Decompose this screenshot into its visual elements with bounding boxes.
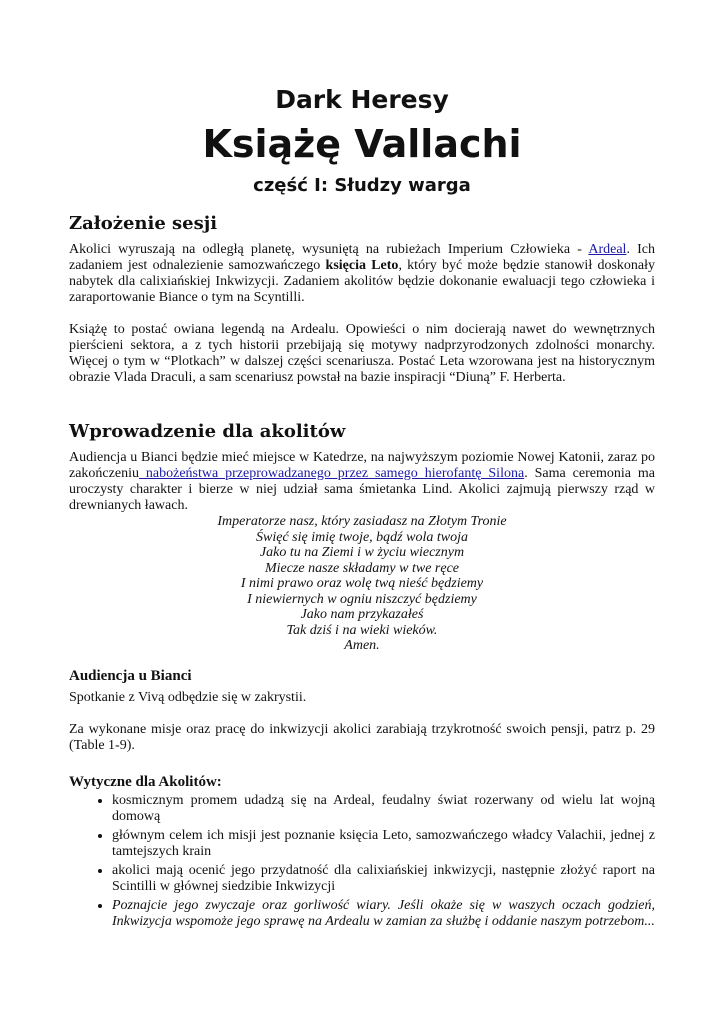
list-item: • kosmicznym promem udadzą się na Ardeal, feudalny świat rozerwany od wielu lat wojną domową — [112, 792, 655, 825]
paragraph: Książę to postać owiana legendą na Ardealu. Opowieści o nim docierają nawet do wewnętrznych pierścieni sektora, a z tych historii przebijają się motywy nadprzyrodzonych zdolności monarchy. Więcej o tym w “Plotkach” w dalszej części scenariusza. Postać Leta wzorowana jest na historycznym obrazie Vlada Draculi, a sam scenariusz powstał na bazie inspiracji “Diuną” F. Herberta. — [69, 322, 655, 385]
paragraph: Akolici wyruszają na odległą planetę, wysuniętą na rubieżach Imperium Człowieka - Ardeal. Ich zadaniem jest odnalezienie samozwańczego księcia Leto, który być może będzie stanowił doskonały nabytek dla calixiańskiej Inkwizycji. Zadaniem akolitów będzie dokonanie ewaluacji tego człowieka i zaraportowanie Biance o tym na Scyntilli. — [69, 242, 656, 305]
prayer-line: Święć się imię twoje, bądź wola twoja — [256, 529, 468, 545]
game-title: Dark Heresy — [275, 85, 449, 114]
prayer-line: Jako tu na Ziemi i w życiu wiecznym — [259, 545, 465, 560]
section-heading: Audiencja u Bianci — [69, 668, 192, 684]
paragraph: Za wykonane misje oraz pracę do inkwizycji akolici zarabiają trzykrotność swoich pensji, patrz p. 29 (Table 1-9). — [69, 722, 655, 753]
title-block — [0, 82, 724, 200]
list-item: • Poznajcie jego zwyczaje oraz gorliwość wiary. Jeśli okaże się w waszych oczach godzień, Inkwizycja wspomoże jego sprawę na Ardealu w zamian za służbę i oddanie naszym potrzebom... — [112, 897, 655, 930]
prayer-line: Amen. — [344, 638, 380, 653]
prayer-line: I nimi prawo oraz wolę twą nieść będziemy — [240, 576, 484, 591]
prayer-line: Tak dziś i na wieki wieków. — [286, 622, 438, 638]
list-item: • głównym celem ich misji jest poznanie księcia Leto, samozwańczego władcy Valachii, jednej z tamtejszych krain — [112, 827, 655, 860]
section-session-premise — [69, 212, 655, 386]
paragraph: Audiencja u Bianci będzie mieć miejsce w Katedrze, na najwyższym poziomie Nowej Katonii, zaraz po zakończeniu nabożeństwa przeprowadzanego przez samego hierofantę Silona. Sama ceremonia ma uroczysty charakter i bierze w niej udział sama śmietanka Lind. Akolici zajmują pierwszy rząd w drewnianych ławach. — [69, 450, 655, 513]
section-audience — [69, 666, 655, 932]
prayer-line: Jako nam przykazałeś — [300, 607, 424, 622]
prayer-line: Miecze nasze składamy w twe ręce — [265, 560, 459, 576]
prayer-line: I niewiernych w ogniu niszczyć będziemy — [247, 591, 477, 607]
list-item: • akolici mają ocenić jego przydatność dla calixiańskiej inkwizycji, następnie złożyć raport na Scintilli w głównej siedzibie Inkwizycji — [112, 862, 655, 895]
section-heading: Wprowadzenie dla akolitów — [69, 421, 346, 442]
ardeal-link[interactable]: Ardeal — [588, 242, 627, 257]
service-link[interactable]: nabożeństwa przeprowadzanego przez samego hierofantę Silona — [138, 466, 525, 481]
guidelines-heading: Wytyczne dla Akolitów: — [69, 774, 222, 790]
prayer-text — [69, 514, 655, 654]
guidelines-list — [69, 792, 655, 930]
section-introduction — [69, 420, 655, 654]
scenario-subtitle: część I: Słudzy warga — [253, 175, 471, 196]
prayer-line: Imperatorze nasz, który zasiadasz na Złotym Tronie — [217, 514, 507, 529]
scenario-title: Książę Vallachi — [202, 122, 522, 166]
paragraph: Spotkanie z Vivą odbędzie się w zakrystii. — [69, 690, 307, 705]
section-heading: Założenie sesji — [69, 213, 218, 234]
bold-text: księcia Leto — [325, 258, 399, 273]
